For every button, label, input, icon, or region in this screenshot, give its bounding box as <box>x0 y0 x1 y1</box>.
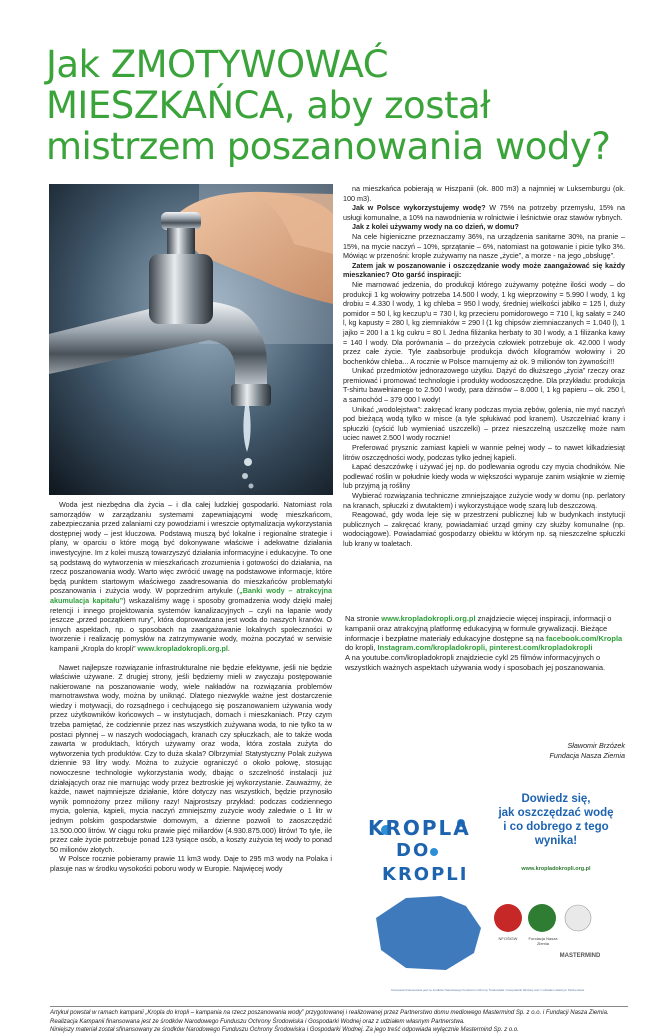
author-name: Sławomir Brzózek <box>567 741 625 750</box>
right-paragraph-2: Na cele higieniczne przeznaczamy 36%, na urządzenia sanitarne 30%, na pranie – 15%, na mycie naczyń – 10%, sprzątanie – 6%, natomiast na gotowanie i picie tylko 3%. Mówiąc w przenośni: krople zużywamy na nasze „życie”, a morze - na jego „obsługę”. <box>343 231 625 261</box>
question-usage-home: Jak z kolei używamy wody na co dzień, w domu? <box>352 222 519 232</box>
ad-url-link[interactable]: www.kropladokropli.org.pl <box>521 866 591 872</box>
partner-logo-icon <box>528 904 556 932</box>
text: Na stronie <box>345 614 382 623</box>
logo-do: DO <box>396 840 431 861</box>
text: Woda jest niezbędna dla życia – i dla całej ludzkiej gospodarki. Natomiast rola samorządów w zarządzaniu systemami zapewniającymi wodę mieszkańcom, zabezpieczania przed zalaniami czy powodziami i wreszcie optymalizacja wykorzystania dostępnej wody – jest kluczowa. Podstawą muszą być lokalne i regionalne strategie i plany, w oparciu o które mogą być dokonywane właściwe i adekwatne działania inwestycyjne. Im z kolei muszą towarzyszyć działania informacyjne i edukacyjne. To one są podstawą do wytworzenia w mieszkańcach zrozumienia i gotowości do działania, na rzecz poszanowania wody. Warto więc zwrócić uwagę na podstawowe informacje, które będą punktem startowym właściwego zaadresowania do mieszkańców problematyki poszanowania i zużycia wody. W poprzednim artykule ( <box>50 500 332 596</box>
social-links[interactable]: Instagram.com/kropladokropli, pinterest.com/kropladokropli <box>377 643 593 653</box>
question-usage-poland <box>343 203 625 222</box>
poland-map-icon <box>376 896 481 970</box>
partner-logo-icon <box>494 904 522 932</box>
author-org: Fundacja Nasza Ziemia <box>549 751 625 760</box>
title-line-1: Jak ZMOTYWOWAĆ <box>46 43 389 86</box>
water-drop-icon <box>430 848 438 856</box>
tip-food: Nie marnować jedzenia, do produkcji którego zużywamy potężne ilości wody – do produkcji 1 kg wołowiny potrzeba 14.500 l wody, 1 kg wieprzowiny = 5.990 l wody, 1 kg drobiu = 4.330 l wody, 1 kg chleba = 950 l wody, średniej wielkości jabłko = 125 l, duży pomidor = 50 l, kg keczup'u = 730 l, kg przecieru pomidorowego = 710 l, kg sałaty = 240 l, kg kapusty = 280 l, kg ziemniaków = 290 l (1 kg chipsów ziemniaczanych = 1.040 l), 1 jajko = 200 l a 1 kg cukru = 80 l. Jedna filiżanka herbaty to 30 l wody, a 1 filiżanka kawy = 140 l wody. Dla porównania – do przeżycia człowiek potrzebuje ok. 42.000 l wody przez całe życie. Tyle zaabsorbuje produkcja dwóch kilogramów wołowiny i 20 bochenków chleba... A rocznie w Polsce marnujemy aż ok. 9 milionów ton żywności!!! <box>343 279 625 366</box>
text: . <box>227 643 230 653</box>
youtube-text: A na youtube.com/kropladokropli znajdziecie cykl 25 filmów informacyjnych o wszystkich ważnych aspektach używania wody i sposobach jej poszanowania. <box>345 653 606 672</box>
title-line-2: MIESZKAŃCA, aby został <box>46 84 491 127</box>
text: W 75% na potrzeby przemysłu, 15% na usługi komunalne, a 10% na nawodnienia w rolnictwie i leśnictwie oraz stawów rybnych. <box>343 203 625 222</box>
campaign-url-link[interactable]: www.kropladokropli.org.pl <box>137 643 228 653</box>
partner-nasza-ziemia: Fundacja Nasza Ziemia <box>528 936 558 946</box>
slogan-line: wynika! <box>534 835 578 847</box>
tip-taps: Unikać „wodolejstwa”: zakręcać krany podczas mycia zębów, golenia, nie myć naczyń pod bieżącą wodą tylko w misce (a tyle spłukiwać pod kranem). Uszczelniać krany i spłuczki (cyścić lub wymieniać uszczelki) – przez nieszczelną uszczelkę może nam uciec nawet 2.500 l wody rocznie! <box>343 404 625 443</box>
text: ) wskazaliśmy wagę i sposoby gromadzenia wody dzięki małej retencji i innego projektowania systemów kanalizacyjnych – czyli na łapanie wody jeszcze „przed początkiem rury”, która doprowadzana jest woda do naszych kranów. O innych aspektach, np. o sposobach na zaangażowanie lokalnych społeczności w tworzenie i realizację pomysłów na zatrzymywanie wody, można poczytać w serwisie kampanii „Kropla do kropli” <box>50 595 332 653</box>
text: znajdziecie więcej inspiracji, informacji o kampanii oraz atrakcyjną platformę edukacyjną w formule grywalizacji. Bieżące informacje i bezpłatne materiały edukacyjne dostępne są na <box>345 614 612 643</box>
left-paragraph-2: Nawet najlepsze rozwiązanie infrastrukturalne nie będzie efektywne, jeśli nie będzie właściwie używane. Z drugiej strony, jeśli będziemy mieli w zwyczaju postępowanie nakierowane na poszanowanie wody, wiele nakładów na rozwiązania problemów marnotrawstwa wody, można by uniknąć. Dlatego niezwykle ważne jest dostarczenie wiedzy i motywacji, do rozsądnego i cechującego się poszanowaniem używania wody przez użytkowników końcowych – w instytucjach, domach i mieszkaniach. Przy czym trzeba pamiętać, że codziennie przez nas wszystkich zużywana woda, to nie tylko ta w postaci płynnej – w naszych wodociągach, kranach czy spłuczkach, ale to także woda zawarta w produktach, których używamy oraz woda, która została zużyta do wytworzenia tych produktów. Czy to duża skala? Olbrzymia! Statystyczny Polak zużywa dziennie 93 litry wody. Można to zużycie ograniczyć o około połowę, stosując nowoczesne technologie wykorzystania wody, dbając o szczelność instalacji już działających oraz nie marnując wody przez beztroskie jej wykorzystanie. Zauważmy, że każde, nawet najmniejsze działanie, które dotyczy nas wszystkich, będzie przynosiło wynik pomnożony przez miliony razy! Najprostszy przykład: podczas codziennego mycia, golenia, kąpieli, mycia naczyń zmniejszmy zużycie wody zaledwie o 1 litr w jednym polskim gospodarstwie domowym, a dzienne pozwoli to zaoszczędzić 13.500.000 litrów. W ciągu roku prawie pięć miliardów (4.930.875.000) litrów! To tyle, ile przez całe życie potrzebuje ponad 123 tysiące osób, a koszty zużycia tej wody to ponad 50 milionów złotych. <box>50 662 332 854</box>
signature <box>480 741 625 761</box>
left-paragraph-1 <box>50 500 332 654</box>
left-column <box>50 500 332 874</box>
credits-footer <box>50 1006 628 1035</box>
ad-footnote: Kampania finansowana jest ze środków Narodowego Funduszu Ochrony Środowiska i Gospodarki Wodnej oraz z udziałem własnym Partnerstwa. <box>391 988 585 992</box>
slogan-line: jak oszczędzać wodę <box>498 807 614 819</box>
slogan-line: Dowiedz się, <box>521 793 591 805</box>
resources-text <box>345 614 627 653</box>
tip-shower: Preferować prysznic zamiast kąpieli w wannie pełnej wody – to nawet kilkadziesiąt litrów oszczędności wody, podczas tylko jednej kąpieli. <box>343 443 625 462</box>
credits-line-2: Niniejszy materiał został sfinansowany ze środków Narodowego Funduszu Ochrony Środowiska i Gospodarki Wodnej. Za jego treść odpowiada wyłącznie Mastermind Sp. z o.o. <box>50 1027 519 1033</box>
right-column <box>343 184 625 549</box>
question-heading: Jak w Polsce wykorzystujemy wodę? <box>352 203 486 213</box>
title-line-3: mistrzem poszanowania wody? <box>46 125 611 168</box>
tip-rainwater: Łapać deszczówkę i używać jej np. do podlewania ogrodu czy mycia chodników. Nie podlewać roślin w południe kiedy woda w większości wyparuje zanim wsiąknie w ziemię lub przyjmą ją rośliny <box>343 462 625 491</box>
left-paragraph-3: W Polsce rocznie pobieramy prawie 11 km3 wody. Daje to 295 m3 wody na Polaka i plasuje nas w środku wysokości poboru wody w Europie. Najwięcej wody <box>50 854 332 873</box>
tip-public-space: Reagować, gdy woda leje się w przestrzeni publicznej lub w budynkach instytucji publicznych – zakręcać krany, powiadamiać urząd gminy czy służby komunalne (np. wodociągowe). Powiadamiać gospodarzy obiektu w którym np. są nieszczelne spłuczki lub krany w toaletach. <box>343 510 625 548</box>
right-paragraph-1: na mieszkańca pobierają w Hiszpanii (ok. 800 m3) a najmniej w Luksemburgu (ok. 100 m3). <box>343 184 625 203</box>
site-link[interactable]: www.kropladokropli.org.pl <box>381 614 476 623</box>
article-title <box>46 44 646 167</box>
slogan-line: i co dobrego z tego <box>503 821 609 833</box>
ad-slogan <box>496 792 616 848</box>
partner-nfosigw: NFOŚiGW <box>498 936 518 941</box>
water-tap-photo <box>49 184 333 495</box>
previous-article-link[interactable]: „Banki wody – atrakcyjna akumulacja kapitału” <box>50 586 332 605</box>
facebook-link[interactable]: facebook.com/Kropla <box>545 633 623 643</box>
tip-disposables: Unikać przedmiotów jednorazowego użytku. Dążyć do dłuższego „życia” rzeczy oraz premiować i promować technologie i produkty wodooszczędne. Dla przykładu: produkcja T-shirtu bawełnianego to 2.500 l wody, para dżinsów – 8.000 l, 1 kg papieru – ok. 250 l, a samochód – 379 000 l wody! <box>343 366 625 405</box>
logo-kropli: KROPLI <box>382 864 469 885</box>
text: do kropli, <box>345 643 378 653</box>
resources-box <box>345 614 627 673</box>
question-inspiration: Zatem jak w poszanowanie i oszczędzanie wody może zaangażować się każdy mieszkaniec? Oto garść inspiracji: <box>343 260 625 280</box>
campaign-ad <box>346 778 628 1000</box>
partner-mastermind: MASTERMIND <box>559 953 601 959</box>
partner-logo-icon <box>565 905 591 931</box>
tip-technology: Wybierać rozwiązania techniczne zmniejszające zużycie wody w domu (np. perlatory na kranach, spłuczki z dwutaktem) i wykorzystujące wodę szarą lub deszczową. <box>343 491 625 510</box>
logo-kropla: KROPLA <box>368 816 471 840</box>
credits-line-1: Artykuł powstał w ramach kampanii „Kropla do kropli – kampania na rzecz poszanowania wody” przygotowanej i realizowanej przez Partnerstwo domu mediowego Mastermind Sp. z o.o. i Fundacji Nasza Ziemia. Realizacja Kampanii finansowana jest ze środków Narodowego Funduszu Ochrony Środowiska i Gospodarki Wodnej oraz z udziałem własnym Partnerstwa. <box>50 1010 609 1025</box>
